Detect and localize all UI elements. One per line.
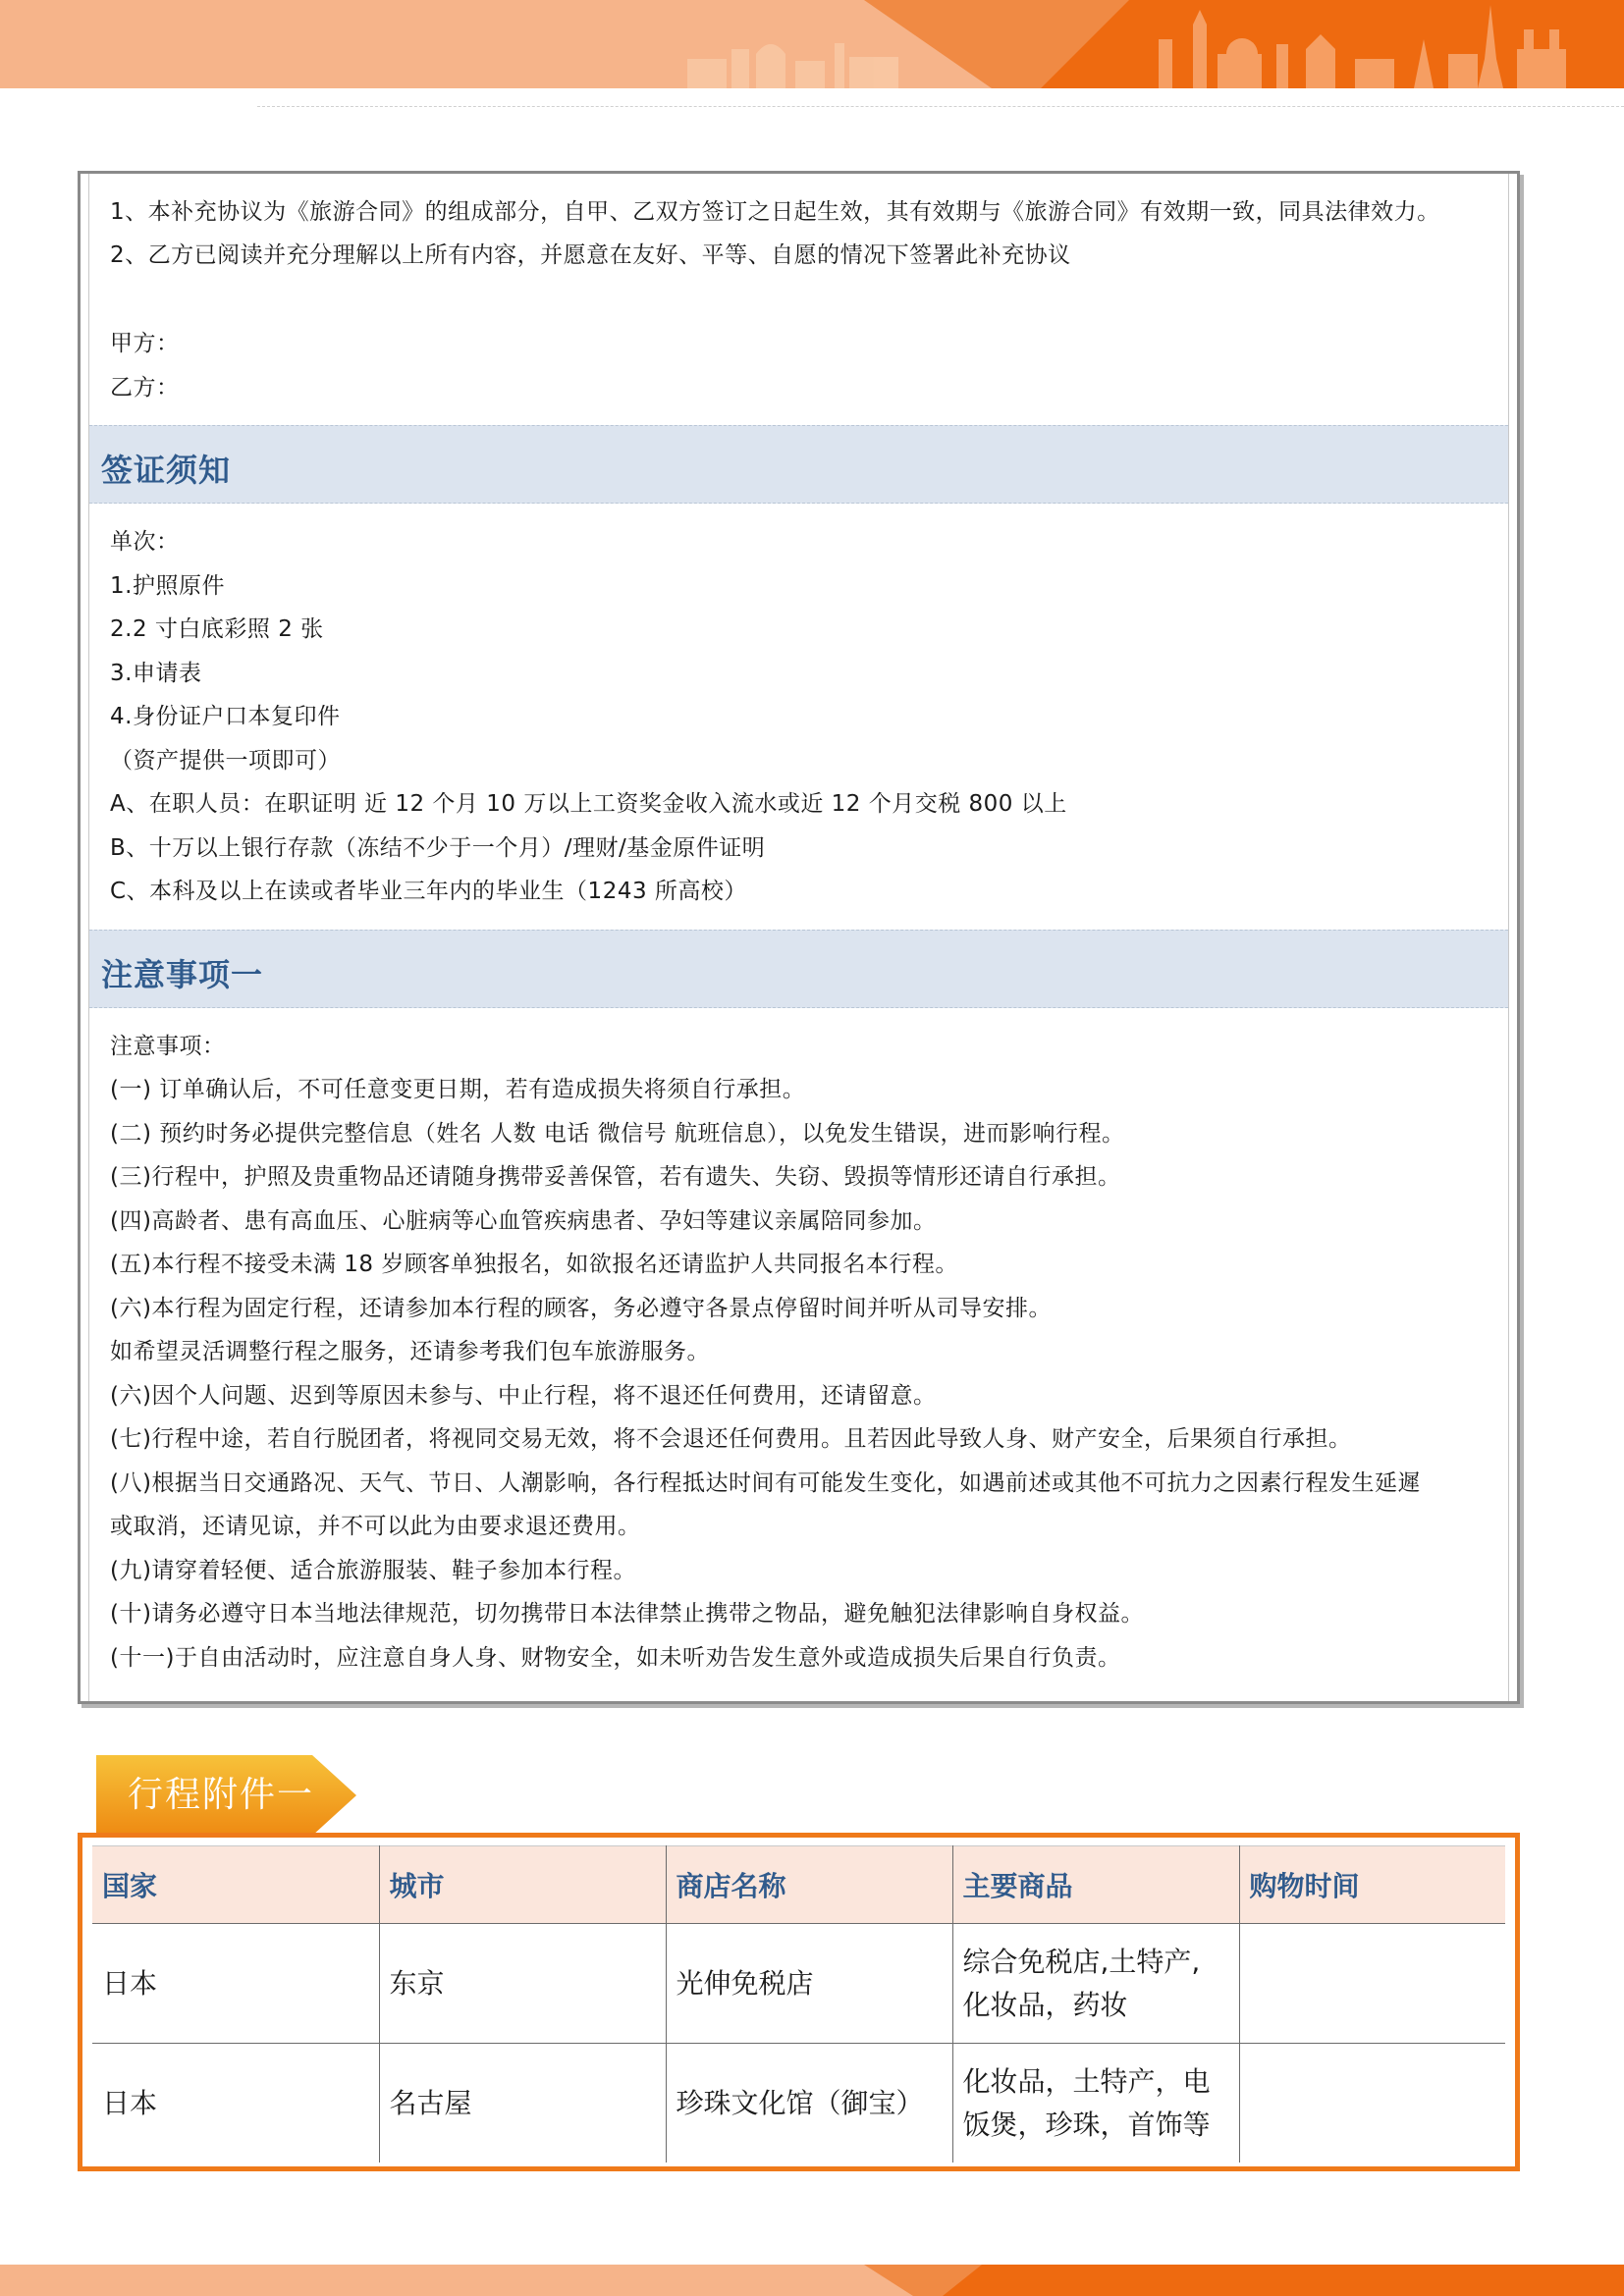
shop-table-frame bbox=[78, 1833, 1520, 2171]
notes-line: (九)请穿着轻便、适合旅游服装、鞋子参加本行程。 bbox=[110, 1558, 636, 1583]
cell-shop: 光伸免税店 bbox=[666, 1924, 952, 2044]
column-header-country: 国家 bbox=[92, 1846, 379, 1924]
cell-goods bbox=[952, 2044, 1239, 2163]
visa-line: A、在职人员：在职证明 近 12 个月 10 万以上工资奖金收入流水或近 12 个月交税 800 以上 bbox=[110, 791, 1067, 817]
cell-country: 日本 bbox=[92, 1924, 379, 2044]
header-banner bbox=[0, 0, 1624, 88]
shop-table bbox=[92, 1845, 1505, 2163]
footer-banner bbox=[0, 2265, 1624, 2296]
goods-line: 化妆品，土特产，电 bbox=[962, 2064, 1211, 2098]
party-a-label: 甲方： bbox=[110, 331, 180, 356]
info-panel-inner bbox=[88, 174, 1509, 1701]
visa-section-header bbox=[89, 425, 1508, 504]
notes-line: (二) 预约时务必提供完整信息（姓名 人数 电话 微信号 航班信息），以免发生错误，进而影响行程。 bbox=[110, 1121, 1125, 1147]
notes-line: 注意事项： bbox=[110, 1034, 226, 1059]
agreement-line-2: 2、乙方已阅读并充分理解以上所有内容，并愿意在友好、平等、自愿的情况下签署此补充协议 bbox=[110, 242, 1071, 268]
cell-country: 日本 bbox=[92, 2044, 379, 2163]
notes-line: (一) 订单确认后，不可任意变更日期，若有造成损失将须自行承担。 bbox=[110, 1077, 806, 1102]
visa-section-title: 签证须知 bbox=[101, 452, 232, 489]
notes-line: (十一)于自由活动时，应注意自身人身、财物安全，如未听劝告发生意外或造成损失后果自行负责。 bbox=[110, 1645, 1121, 1671]
visa-line: 4.身份证户口本复印件 bbox=[110, 704, 341, 729]
visa-line: C、本科及以上在读或者毕业三年内的毕业生（1243 所高校） bbox=[110, 879, 747, 904]
notes-line: (六)因个人问题、迟到等原因未参与、中止行程，将不退还任何费用，还请留意。 bbox=[110, 1383, 937, 1409]
column-header-time: 购物时间 bbox=[1239, 1846, 1505, 1924]
notes-line: 如希望灵活调整行程之服务，还请参考我们包车旅游服务。 bbox=[110, 1339, 710, 1364]
notes-line: (三)行程中，护照及贵重物品还请随身携带妥善保管，若有遗失、失窃、毁损等情形还请自行承担。 bbox=[110, 1164, 1121, 1190]
cell-city: 名古屋 bbox=[379, 2044, 666, 2163]
notes-line: (八)根据当日交通路况、天气、节日、人潮影响，各行程抵达时间有可能发生变化，如遇前述或其他不可抗力之因素行程发生延遲 bbox=[110, 1470, 1421, 1496]
visa-line: 1.护照原件 bbox=[110, 573, 225, 599]
notes-section-title: 注意事项一 bbox=[101, 956, 264, 993]
attachment-title: 行程附件一 bbox=[128, 1775, 315, 1815]
goods-line: 饭煲，珍珠，首饰等 bbox=[962, 2108, 1211, 2141]
party-b-label: 乙方： bbox=[110, 375, 180, 400]
notes-line: (五)本行程不接受未满 18 岁顾客单独报名，如欲报名还请监护人共同报名本行程。 bbox=[110, 1252, 958, 1277]
notes-section-header bbox=[89, 930, 1508, 1008]
column-header-shop: 商店名称 bbox=[666, 1846, 952, 1924]
column-header-goods: 主要商品 bbox=[952, 1846, 1239, 1924]
table-row bbox=[92, 1924, 1505, 2044]
visa-line: B、十万以上银行存款（冻结不少于一个月）/理财/基金原件证明 bbox=[110, 835, 766, 861]
notes-line: (四)高龄者、患有高血压、心脏病等心血管疾病患者、孕妇等建议亲属陪同参加。 bbox=[110, 1208, 937, 1234]
cell-time bbox=[1239, 1924, 1505, 2044]
visa-line: （资产提供一项即可） bbox=[110, 748, 341, 774]
visa-line: 3.申请表 bbox=[110, 661, 202, 686]
column-header-city: 城市 bbox=[379, 1846, 666, 1924]
goods-line: 综合免税店,土特产, bbox=[962, 1945, 1201, 1978]
visa-line: 2.2 寸白底彩照 2 张 bbox=[110, 616, 324, 642]
info-panel bbox=[78, 171, 1520, 1704]
notes-line: (六)本行程为固定行程，还请参加本行程的顾客，务必遵守各景点停留时间并听从司导安排。 bbox=[110, 1296, 1052, 1321]
notes-line: (七)行程中途，若自行脱团者，将视同交易无效，将不会退还任何费用。且若因此导致人身、财产安全，后果须自行承担。 bbox=[110, 1426, 1352, 1452]
cell-city: 东京 bbox=[379, 1924, 666, 2044]
agreement-line-1: 1、本补充协议为《旅游合同》的组成部分，自甲、乙双方签订之日起生效，其有效期与《旅游合同》有效期一致，同具法律效力。 bbox=[110, 199, 1440, 225]
goods-line: 化妆品，药妆 bbox=[962, 1988, 1128, 2021]
cell-time bbox=[1239, 2044, 1505, 2163]
notes-line: 或取消，还请见谅，并不可以此为由要求退还费用。 bbox=[110, 1514, 641, 1539]
table-row bbox=[92, 2044, 1505, 2163]
visa-line: 单次： bbox=[110, 529, 180, 555]
notes-line: (十)请务必遵守日本当地法律规范，切勿携带日本法律禁止携带之物品，避免触犯法律影响自身权益。 bbox=[110, 1601, 1144, 1627]
cell-shop: 珍珠文化馆（御宝） bbox=[666, 2044, 952, 2163]
header-divider bbox=[257, 106, 1624, 107]
cell-goods bbox=[952, 1924, 1239, 2044]
table-header-row bbox=[92, 1846, 1505, 1924]
